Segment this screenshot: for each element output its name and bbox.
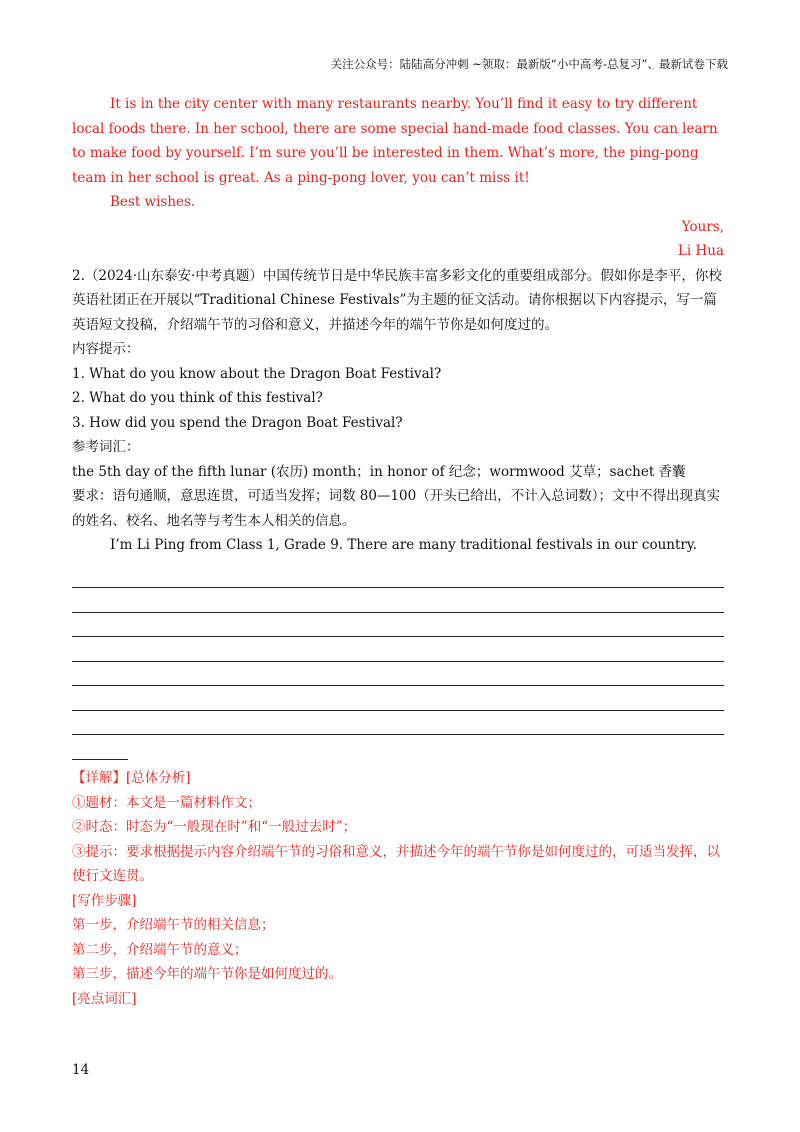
hint-item: 3. How did you spend the Dragon Boat Festival? [72, 414, 403, 431]
letter-body: It is in the city center with many restaurants nearby. You’ll find it easy to try different local foods there. In her school, there are some special hand-made food classes. You can learn to make food by yourself. I’m sure you’ll be interested in them. What’s more, the ping-pong team in her school is great. As a ping-pong lover, you can’t miss it! [72, 96, 718, 186]
writing-line[interactable] [72, 711, 724, 736]
vocab-title: 参考词汇： [72, 439, 140, 455]
content [72, 92, 724, 1011]
requirements: 要求：语句通顺，意思连贯，可适当发挥；词数 80—100（开头已给出，不计入总词数）；文中不得出现真实的姓名、校名、地名等与考生本人相关的信息。 [72, 488, 720, 529]
writing-lines [72, 564, 724, 736]
analysis-point: ②时态：时态为“一般现在时”和“一般过去时”； [72, 819, 357, 835]
writing-line[interactable] [72, 662, 724, 687]
page-header: 关注公众号：陆陆高分冲刺 ~领取：最新版“小中高考-总复习”、最新试卷下载 [330, 57, 728, 71]
question-prompt: 2.（2024·山东泰安·中考真题）中国传统节日是中华民族丰富多彩文化的重要组成部分。假如你是李平，你校英语社团正在开展以“Traditional Chinese Festivals”为主题的征文活动。请你根据以下内容提示，写一篇英语短文投稿，介绍端午节的习俗和意义，并描述今年的端午节你是如何度过的。 [72, 267, 722, 333]
step-item: 第一步，介绍端午节的相关信息； [72, 917, 275, 933]
writing-line[interactable] [72, 686, 724, 711]
letter-signature: Li Hua [677, 243, 724, 259]
essay-opening: I’m Li Ping from Class 1, Grade 9. There are many traditional festivals in our country. [110, 537, 697, 553]
page-number: 14 [72, 1062, 90, 1078]
writing-line[interactable] [72, 588, 724, 613]
separator [72, 759, 128, 760]
analysis-point: ①题材：本文是一篇材料作文； [72, 794, 261, 811]
hint-item: 1. What do you know about the Dragon Boat Festival? [72, 365, 442, 382]
letter-closing: Best wishes. [110, 194, 196, 210]
vocab-heading: [亮点词汇] [72, 990, 137, 1007]
step-item: 第二步，介绍端午节的意义； [72, 941, 248, 958]
analysis-heading: 【详解】[总体分析] [72, 770, 191, 786]
steps-heading: [写作步骤] [72, 892, 137, 909]
vocab-list: the 5th day of the fifth lunar (农历) month；in honor of 纪念；wormwood 艾草；sachet 香囊 [72, 463, 686, 480]
hints-title: 内容提示： [72, 341, 140, 357]
hint-item: 2. What do you think of this festival? [72, 390, 323, 406]
writing-line[interactable] [72, 637, 724, 662]
letter-sign-off: Yours, [681, 218, 724, 235]
writing-line[interactable] [72, 564, 724, 589]
step-item: 第三步，描述今年的端午节你是如何度过的。 [72, 966, 342, 982]
writing-line[interactable] [72, 613, 724, 638]
analysis-point: ③提示：要求根据提示内容介绍端午节的习俗和意义，并描述今年的端午节你是如何度过的，可适当发挥，以使行文连贯。 [72, 843, 720, 884]
